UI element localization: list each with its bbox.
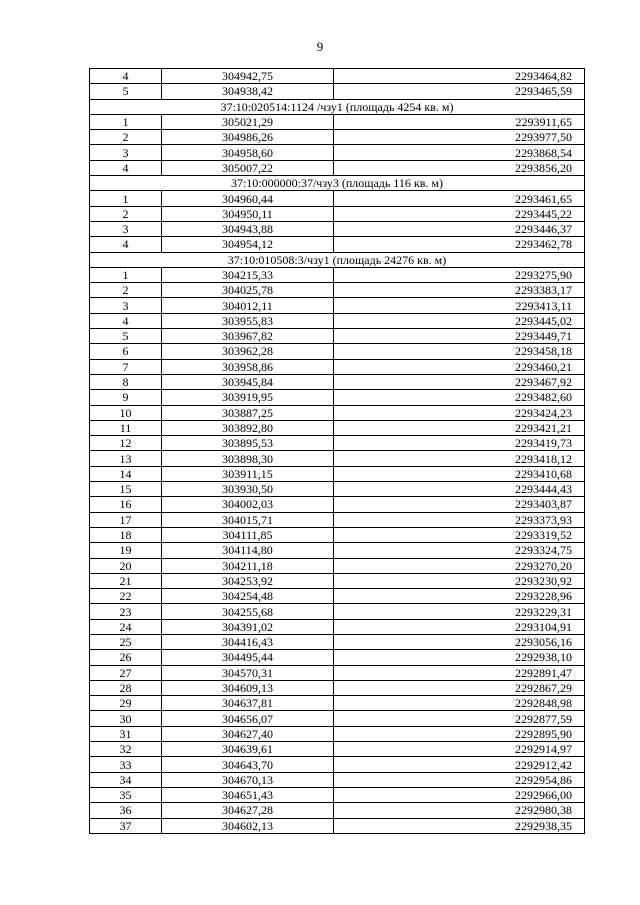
table-row [90,711,585,726]
point-number-cell: 30 [90,711,162,726]
x-coordinate-cell: 304639,61 [162,742,334,757]
table-row [90,114,585,129]
x-coordinate-cell: 303955,83 [162,313,334,328]
x-coordinate-cell: 304943,88 [162,221,334,236]
point-number-cell: 3 [90,298,162,313]
table-row [90,160,585,175]
table-row [90,803,585,818]
x-coordinate-cell: 304254,48 [162,589,334,604]
table-row [90,497,585,512]
x-coordinate-cell: 303887,25 [162,405,334,420]
section-header-row [90,99,585,114]
table-row [90,726,585,741]
point-number-cell: 15 [90,482,162,497]
x-coordinate-cell: 303892,80 [162,420,334,435]
table-row [90,283,585,298]
x-coordinate-cell: 304570,31 [162,665,334,680]
x-coordinate-cell: 304651,43 [162,787,334,802]
x-coordinate-cell: 305007,22 [162,160,334,175]
y-coordinate-cell: 2292938,35 [334,818,585,833]
x-coordinate-cell: 304495,44 [162,650,334,665]
point-number-cell: 19 [90,543,162,558]
table-row [90,589,585,604]
point-number-cell: 37 [90,818,162,833]
coordinates-table [89,68,585,834]
table-row [90,313,585,328]
point-number-cell: 1 [90,267,162,282]
table-row [90,267,585,282]
x-coordinate-cell: 304602,13 [162,818,334,833]
y-coordinate-cell: 2292980,38 [334,803,585,818]
y-coordinate-cell: 2293449,71 [334,329,585,344]
x-coordinate-cell: 304114,80 [162,543,334,558]
y-coordinate-cell: 2293467,92 [334,374,585,389]
y-coordinate-cell: 2292895,90 [334,726,585,741]
table-row [90,206,585,221]
x-coordinate-cell: 304215,33 [162,267,334,282]
coordinates-table-body [90,69,585,834]
y-coordinate-cell: 2293419,73 [334,436,585,451]
point-number-cell: 4 [90,237,162,252]
y-coordinate-cell: 2293911,65 [334,114,585,129]
y-coordinate-cell: 2293229,31 [334,604,585,619]
point-number-cell: 4 [90,313,162,328]
x-coordinate-cell: 304255,68 [162,604,334,619]
y-coordinate-cell: 2293461,65 [334,191,585,206]
x-coordinate-cell: 303898,30 [162,451,334,466]
point-number-cell: 2 [90,206,162,221]
point-number-cell: 34 [90,772,162,787]
y-coordinate-cell: 2293458,18 [334,344,585,359]
y-coordinate-cell: 2293482,60 [334,390,585,405]
y-coordinate-cell: 2292891,47 [334,665,585,680]
point-number-cell: 2 [90,283,162,298]
y-coordinate-cell: 2293977,50 [334,130,585,145]
point-number-cell: 22 [90,589,162,604]
x-coordinate-cell: 304627,40 [162,726,334,741]
y-coordinate-cell: 2293413,11 [334,298,585,313]
table-row [90,374,585,389]
table-row [90,466,585,481]
x-coordinate-cell: 303945,84 [162,374,334,389]
table-row [90,191,585,206]
point-number-cell: 8 [90,374,162,389]
table-row [90,482,585,497]
table-row [90,665,585,680]
point-number-cell: 25 [90,634,162,649]
x-coordinate-cell: 305021,29 [162,114,334,129]
table-row [90,604,585,619]
y-coordinate-cell: 2292938,10 [334,650,585,665]
table-row [90,436,585,451]
table-row [90,757,585,772]
point-number-cell: 36 [90,803,162,818]
point-number-cell: 27 [90,665,162,680]
point-number-cell: 20 [90,558,162,573]
point-number-cell: 18 [90,527,162,542]
section-header-row [90,252,585,267]
table-row [90,344,585,359]
y-coordinate-cell: 2293270,20 [334,558,585,573]
table-row [90,512,585,527]
point-number-cell: 16 [90,497,162,512]
point-number-cell: 9 [90,390,162,405]
point-number-cell: 14 [90,466,162,481]
x-coordinate-cell: 304950,11 [162,206,334,221]
table-row [90,527,585,542]
table-row [90,696,585,711]
y-coordinate-cell: 2293418,12 [334,451,585,466]
point-number-cell: 32 [90,742,162,757]
point-number-cell: 17 [90,512,162,527]
table-row [90,329,585,344]
table-row [90,405,585,420]
point-number-cell: 31 [90,726,162,741]
y-coordinate-cell: 2292912,42 [334,757,585,772]
table-row [90,221,585,236]
y-coordinate-cell: 2293444,43 [334,482,585,497]
point-number-cell: 1 [90,114,162,129]
y-coordinate-cell: 2292848,98 [334,696,585,711]
x-coordinate-cell: 304958,60 [162,145,334,160]
y-coordinate-cell: 2293460,21 [334,359,585,374]
y-coordinate-cell: 2293446,37 [334,221,585,236]
x-coordinate-cell: 304609,13 [162,680,334,695]
x-coordinate-cell: 303967,82 [162,329,334,344]
table-row [90,237,585,252]
x-coordinate-cell: 303895,53 [162,436,334,451]
y-coordinate-cell: 2293373,93 [334,512,585,527]
point-number-cell: 26 [90,650,162,665]
point-number-cell: 3 [90,145,162,160]
y-coordinate-cell: 2293856,20 [334,160,585,175]
y-coordinate-cell: 2293383,17 [334,283,585,298]
table-row [90,69,585,84]
y-coordinate-cell: 2293445,22 [334,206,585,221]
y-coordinate-cell: 2293868,54 [334,145,585,160]
table-row [90,818,585,833]
table-row [90,451,585,466]
point-number-cell: 24 [90,619,162,634]
x-coordinate-cell: 304416,43 [162,634,334,649]
y-coordinate-cell: 2293056,16 [334,634,585,649]
x-coordinate-cell: 303911,15 [162,466,334,481]
x-coordinate-cell: 304954,12 [162,237,334,252]
page-number: 9 [316,39,324,54]
table-row [90,634,585,649]
table-row [90,742,585,757]
table-row [90,390,585,405]
table-row [90,573,585,588]
y-coordinate-cell: 2293465,59 [334,84,585,99]
table-row [90,772,585,787]
section-header: 37:10:020514:1124 /чзу1 (площадь 4254 кв. м) [90,99,585,114]
section-header: 37:10:000000:37/чзу3 (площадь 116 кв. м) [90,176,585,191]
table-row [90,787,585,802]
x-coordinate-cell: 304253,92 [162,573,334,588]
table-row [90,650,585,665]
table-row [90,543,585,558]
y-coordinate-cell: 2293421,21 [334,420,585,435]
point-number-cell: 6 [90,344,162,359]
x-coordinate-cell: 304942,75 [162,69,334,84]
x-coordinate-cell: 304986,26 [162,130,334,145]
y-coordinate-cell: 2293324,75 [334,543,585,558]
x-coordinate-cell: 304637,81 [162,696,334,711]
table-row [90,558,585,573]
x-coordinate-cell: 304002,03 [162,497,334,512]
x-coordinate-cell: 303919,95 [162,390,334,405]
point-number-cell: 11 [90,420,162,435]
y-coordinate-cell: 2292954,86 [334,772,585,787]
point-number-cell: 5 [90,84,162,99]
x-coordinate-cell: 304012,11 [162,298,334,313]
x-coordinate-cell: 303962,28 [162,344,334,359]
point-number-cell: 35 [90,787,162,802]
table-row [90,680,585,695]
point-number-cell: 10 [90,405,162,420]
point-number-cell: 13 [90,451,162,466]
table-row [90,359,585,374]
table-row [90,145,585,160]
y-coordinate-cell: 2293445,02 [334,313,585,328]
y-coordinate-cell: 2292867,29 [334,680,585,695]
y-coordinate-cell: 2292877,59 [334,711,585,726]
x-coordinate-cell: 304627,28 [162,803,334,818]
y-coordinate-cell: 2293403,87 [334,497,585,512]
y-coordinate-cell: 2293464,82 [334,69,585,84]
section-header: 37:10:010508:3/чзу1 (площадь 24276 кв. м) [90,252,585,267]
point-number-cell: 4 [90,160,162,175]
point-number-cell: 29 [90,696,162,711]
y-coordinate-cell: 2293424,23 [334,405,585,420]
table-row [90,84,585,99]
point-number-cell: 7 [90,359,162,374]
y-coordinate-cell: 2293228,96 [334,589,585,604]
point-number-cell: 23 [90,604,162,619]
table-row [90,619,585,634]
x-coordinate-cell: 304111,85 [162,527,334,542]
x-coordinate-cell: 303930,50 [162,482,334,497]
x-coordinate-cell: 304938,42 [162,84,334,99]
point-number-cell: 2 [90,130,162,145]
y-coordinate-cell: 2293104,91 [334,619,585,634]
x-coordinate-cell: 304656,07 [162,711,334,726]
point-number-cell: 1 [90,191,162,206]
x-coordinate-cell: 304025,78 [162,283,334,298]
point-number-cell: 3 [90,221,162,236]
x-coordinate-cell: 303958,86 [162,359,334,374]
point-number-cell: 21 [90,573,162,588]
y-coordinate-cell: 2293275,90 [334,267,585,282]
x-coordinate-cell: 304643,70 [162,757,334,772]
x-coordinate-cell: 304670,13 [162,772,334,787]
x-coordinate-cell: 304211,18 [162,558,334,573]
point-number-cell: 5 [90,329,162,344]
y-coordinate-cell: 2293462,78 [334,237,585,252]
y-coordinate-cell: 2292966,00 [334,787,585,802]
y-coordinate-cell: 2293230,92 [334,573,585,588]
x-coordinate-cell: 304391,02 [162,619,334,634]
x-coordinate-cell: 304960,44 [162,191,334,206]
point-number-cell: 12 [90,436,162,451]
table-row [90,298,585,313]
point-number-cell: 33 [90,757,162,772]
point-number-cell: 28 [90,680,162,695]
y-coordinate-cell: 2293319,52 [334,527,585,542]
y-coordinate-cell: 2292914,97 [334,742,585,757]
section-header-row [90,176,585,191]
y-coordinate-cell: 2293410,68 [334,466,585,481]
point-number-cell: 4 [90,69,162,84]
table-row [90,420,585,435]
x-coordinate-cell: 304015,71 [162,512,334,527]
table-row [90,130,585,145]
